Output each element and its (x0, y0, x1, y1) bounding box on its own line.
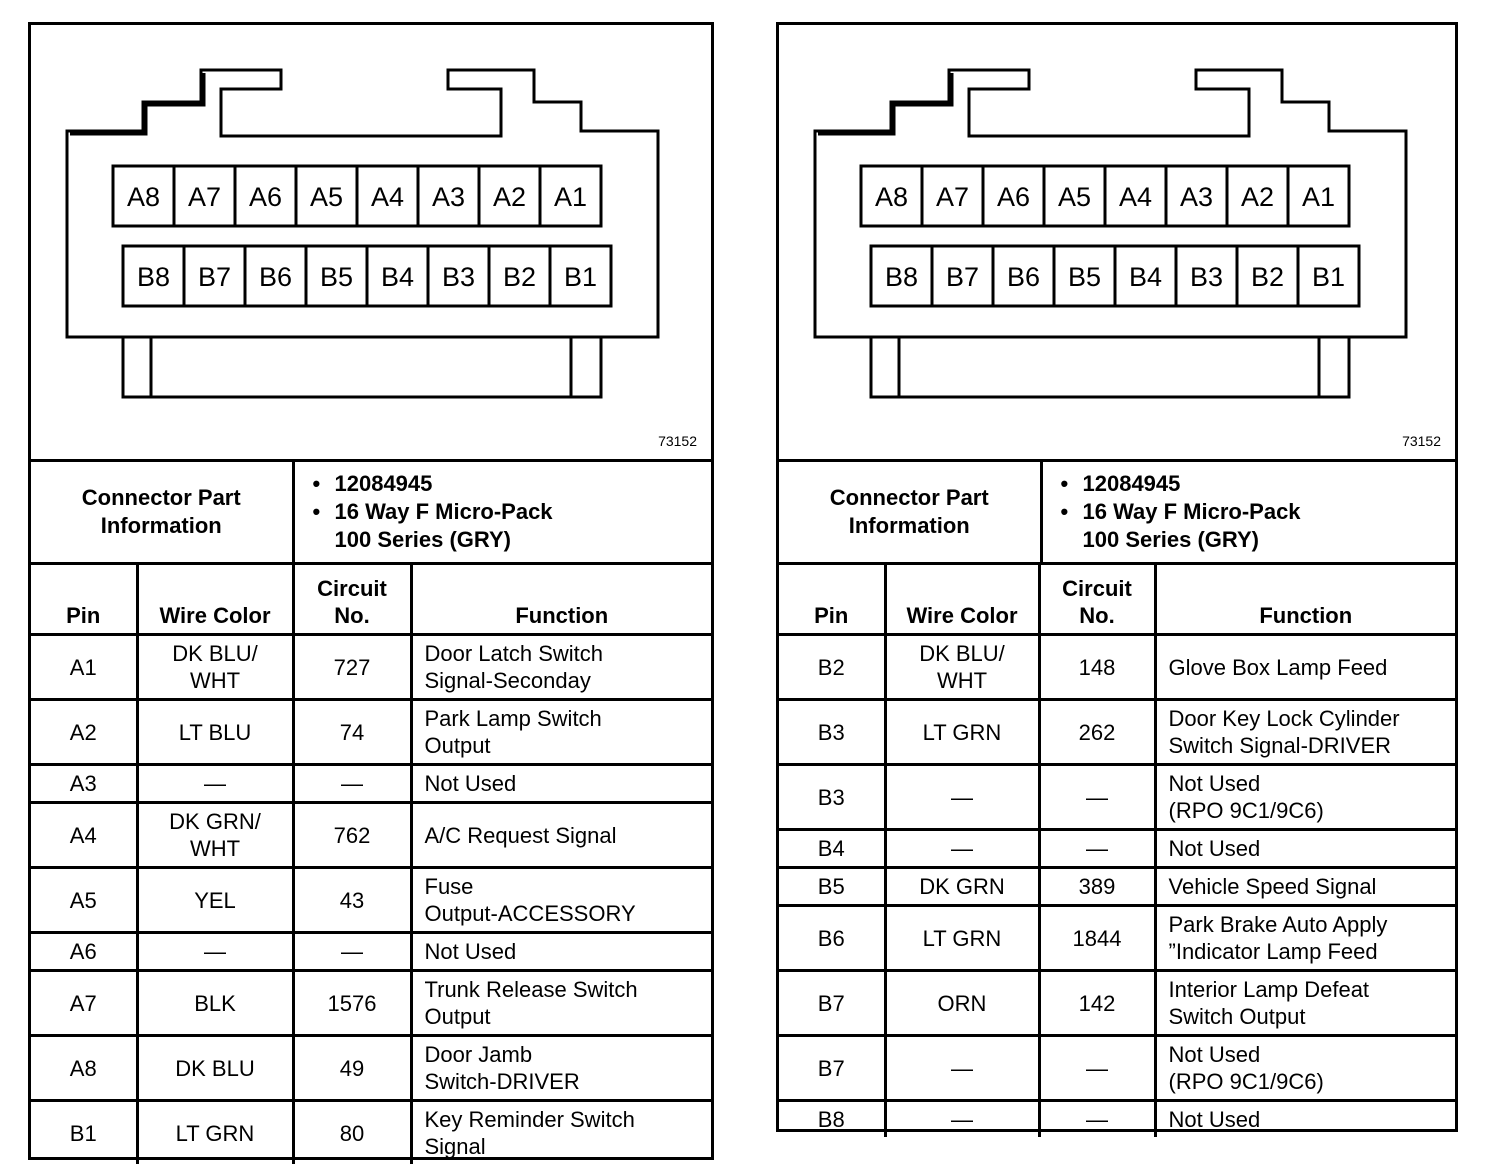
pin-label-b2: B2 (502, 262, 537, 292)
pin-label-b6: B6 (258, 262, 293, 292)
circuit-cell: — (1039, 765, 1155, 830)
wire-color-cell: DK BLU (137, 1036, 293, 1101)
connector-panel-right (776, 22, 1458, 1132)
table-row (31, 1101, 711, 1165)
table-row (31, 971, 711, 1036)
function-cell: Not Used (411, 765, 711, 803)
pin-label-b1: B1 (563, 262, 598, 292)
pin-label-b8: B8 (884, 262, 919, 292)
pin-cell: A2 (31, 700, 137, 765)
connector-info-table (31, 462, 711, 565)
circuit-cell: 762 (293, 803, 411, 868)
wire-color-cell: LT GRN (137, 1101, 293, 1165)
pin-label-b2: B2 (1250, 262, 1285, 292)
function-cell: Park Lamp Switch Output (411, 700, 711, 765)
part-number: • 12084945 (1083, 470, 1448, 498)
pin-label-a4: A4 (370, 182, 405, 212)
figure-id: 73152 (1402, 433, 1441, 449)
circuit-cell: 262 (1039, 700, 1155, 765)
pin-label-b8: B8 (136, 262, 171, 292)
pin-label-a8: A8 (126, 182, 161, 212)
header-pin: Pin (31, 565, 137, 635)
table-row (31, 933, 711, 971)
connector-key-inner (818, 73, 952, 134)
function-cell: Door Jamb Switch-DRIVER (411, 1036, 711, 1101)
table-row (31, 635, 711, 700)
function-cell: Not Used (RPO 9C1/9C6) (1155, 765, 1455, 830)
connector-lock-tab (871, 337, 1349, 397)
header-wire-color: Wire Color (885, 565, 1039, 635)
circuit-cell: 43 (293, 868, 411, 933)
header-pin: Pin (779, 565, 885, 635)
connector-description: • 16 Way F Micro-Pack 100 Series (GRY) (335, 498, 704, 554)
table-row (31, 700, 711, 765)
pin-cell: A5 (31, 868, 137, 933)
connector-description: • 16 Way F Micro-Pack 100 Series (GRY) (1083, 498, 1448, 554)
function-cell: Interior Lamp Defeat Switch Output (1155, 971, 1455, 1036)
wire-color-cell: — (137, 933, 293, 971)
wire-color-cell: — (885, 830, 1039, 868)
wire-color-cell: — (885, 1036, 1039, 1101)
pin-label-a5: A5 (1057, 182, 1092, 212)
pin-cell: B7 (779, 1036, 885, 1101)
function-cell: Not Used (1155, 1101, 1455, 1138)
connector-key-inner (70, 73, 204, 134)
table-row (31, 868, 711, 933)
wire-color-cell: — (885, 1101, 1039, 1138)
connector-info-details (293, 462, 711, 564)
table-row (779, 765, 1455, 830)
pin-label-a6: A6 (996, 182, 1031, 212)
pin-label-b7: B7 (197, 262, 232, 292)
function-cell: Not Used (411, 933, 711, 971)
table-row (779, 971, 1455, 1036)
function-cell: Key Reminder Switch Signal (411, 1101, 711, 1165)
circuit-cell: 727 (293, 635, 411, 700)
wire-color-cell: LT BLU (137, 700, 293, 765)
pin-label-b7: B7 (945, 262, 980, 292)
pin-cell: B6 (779, 906, 885, 971)
pin-label-a3: A3 (1179, 182, 1214, 212)
function-cell: Not Used (1155, 830, 1455, 868)
function-cell: Glove Box Lamp Feed (1155, 635, 1455, 700)
pin-label-a8: A8 (874, 182, 909, 212)
pin-cell: A8 (31, 1036, 137, 1101)
circuit-cell: 1576 (293, 971, 411, 1036)
pin-cell: B3 (779, 700, 885, 765)
circuit-cell: 80 (293, 1101, 411, 1165)
function-cell: Trunk Release Switch Output (411, 971, 711, 1036)
pin-label-a7: A7 (935, 182, 970, 212)
circuit-cell: — (1039, 1101, 1155, 1138)
table-row (31, 1036, 711, 1101)
circuit-cell: 1844 (1039, 906, 1155, 971)
pin-cell: B8 (779, 1101, 885, 1138)
header-circuit-no: Circuit No. (1039, 565, 1155, 635)
table-header-row (779, 565, 1455, 635)
pin-cell: B7 (779, 971, 885, 1036)
circuit-cell: 49 (293, 1036, 411, 1101)
pin-label-b6: B6 (1006, 262, 1041, 292)
wire-color-cell: DK BLU/ WHT (137, 635, 293, 700)
pin-cell: A7 (31, 971, 137, 1036)
header-function: Function (1155, 565, 1455, 635)
function-cell: Door Key Lock Cylinder Switch Signal-DRIVER (1155, 700, 1455, 765)
pin-label-a1: A1 (553, 182, 588, 212)
wire-color-cell: LT GRN (885, 906, 1039, 971)
connector-face-diagram (31, 25, 711, 462)
connector-lock-tab (123, 337, 601, 397)
wire-color-cell: YEL (137, 868, 293, 933)
wire-color-cell: LT GRN (885, 700, 1039, 765)
pin-function-table (779, 565, 1455, 1137)
figure-id: 73152 (658, 433, 697, 449)
pin-label-b1: B1 (1311, 262, 1346, 292)
pin-label-a4: A4 (1118, 182, 1153, 212)
pin-cell: A1 (31, 635, 137, 700)
wire-color-cell: DK GRN (885, 868, 1039, 906)
wire-color-cell: ORN (885, 971, 1039, 1036)
wire-color-cell: DK GRN/ WHT (137, 803, 293, 868)
pin-label-a2: A2 (1240, 182, 1275, 212)
pin-cell: A3 (31, 765, 137, 803)
header-function: Function (411, 565, 711, 635)
connector-face-svg (31, 25, 711, 459)
circuit-cell: 148 (1039, 635, 1155, 700)
pin-label-a6: A6 (248, 182, 283, 212)
pin-label-b4: B4 (380, 262, 415, 292)
table-header-row (31, 565, 711, 635)
circuit-cell: 142 (1039, 971, 1155, 1036)
wire-color-cell: BLK (137, 971, 293, 1036)
connector-info-title: Connector Part Information (31, 462, 293, 564)
pin-label-a3: A3 (431, 182, 466, 212)
pin-function-table (31, 565, 711, 1164)
pin-cell: B2 (779, 635, 885, 700)
wire-color-cell: — (137, 765, 293, 803)
circuit-cell: 389 (1039, 868, 1155, 906)
pin-label-b3: B3 (1189, 262, 1224, 292)
wire-color-cell: — (885, 765, 1039, 830)
function-cell: A/C Request Signal (411, 803, 711, 868)
table-row (31, 765, 711, 803)
pin-label-b5: B5 (319, 262, 354, 292)
circuit-cell: — (1039, 830, 1155, 868)
function-cell: Not Used (RPO 9C1/9C6) (1155, 1036, 1455, 1101)
connector-info-title: Connector Part Information (779, 462, 1041, 564)
function-cell: Door Latch Switch Signal-Seconday (411, 635, 711, 700)
pin-cell: A4 (31, 803, 137, 868)
pin-cell: B5 (779, 868, 885, 906)
circuit-cell: — (293, 933, 411, 971)
pin-label-b4: B4 (1128, 262, 1163, 292)
pin-label-a1: A1 (1301, 182, 1336, 212)
pin-cell: A6 (31, 933, 137, 971)
pin-cell: B1 (31, 1101, 137, 1165)
connector-face-diagram (779, 25, 1455, 462)
table-row (779, 868, 1455, 906)
header-circuit-no: Circuit No. (293, 565, 411, 635)
pin-cell: B3 (779, 765, 885, 830)
table-row (779, 635, 1455, 700)
circuit-cell: — (293, 765, 411, 803)
pin-label-a5: A5 (309, 182, 344, 212)
table-row (779, 1036, 1455, 1101)
circuit-cell: 74 (293, 700, 411, 765)
header-wire-color: Wire Color (137, 565, 293, 635)
pin-label-a7: A7 (187, 182, 222, 212)
connector-panel-left (28, 22, 714, 1160)
function-cell: Park Brake Auto Apply ”Indicator Lamp Feed (1155, 906, 1455, 971)
circuit-cell: — (1039, 1036, 1155, 1101)
part-number: • 12084945 (335, 470, 704, 498)
table-row (779, 1101, 1455, 1138)
pin-label-b3: B3 (441, 262, 476, 292)
table-row (779, 906, 1455, 971)
table-row (31, 803, 711, 868)
function-cell: Fuse Output-ACCESSORY (411, 868, 711, 933)
pin-cell: B4 (779, 830, 885, 868)
connector-info-details (1041, 462, 1455, 564)
table-row (779, 830, 1455, 868)
connector-info-table (779, 462, 1455, 565)
connector-face-svg (779, 25, 1455, 459)
table-row (779, 700, 1455, 765)
pin-label-b5: B5 (1067, 262, 1102, 292)
function-cell: Vehicle Speed Signal (1155, 868, 1455, 906)
pin-label-a2: A2 (492, 182, 527, 212)
wire-color-cell: DK BLU/ WHT (885, 635, 1039, 700)
